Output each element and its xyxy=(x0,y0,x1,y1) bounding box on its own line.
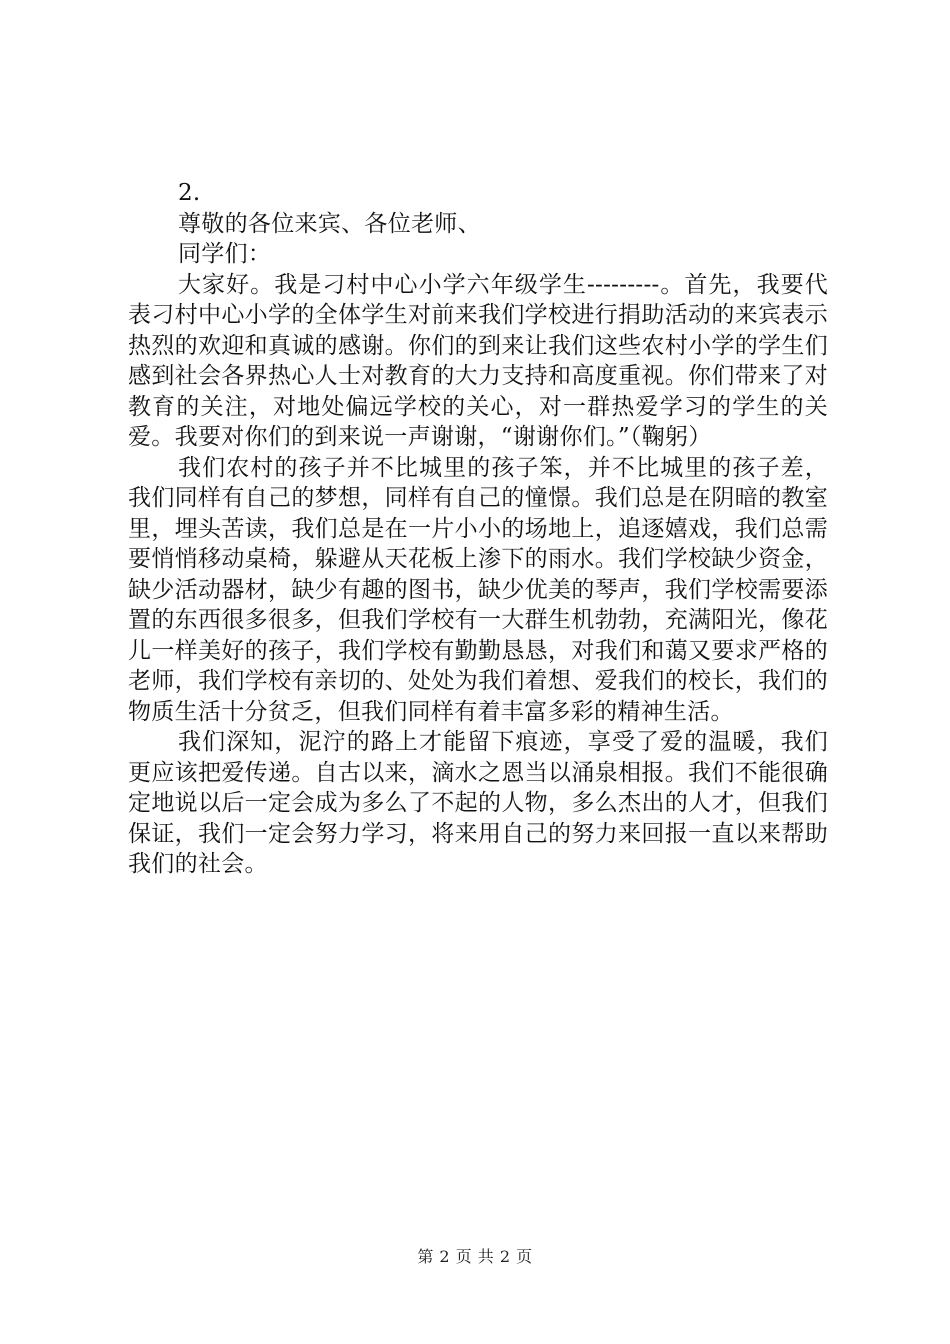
paragraph-3: 我们深知，泥泞的路上才能留下痕迹，享受了爱的温暖，我们更应该把爱传递。自古以来，滴水之恩当以涌泉相报。我们不能很确定地说以后一定会成为多么了不起的人物，多么杰出的人才，但我们保证，我们一定会努力学习，将来用自己的努力来回报一直以来帮助我们的社会。 xyxy=(128,729,828,877)
greeting-line-1: 尊敬的各位来宾、各位老师、 xyxy=(178,210,481,237)
greeting-line-2: 同学们： xyxy=(178,241,272,267)
paragraph-2: 我们农村的孩子并不比城里的孩子笨，并不比城里的孩子差，我们同样有自己的梦想，同样有自己的憧憬。我们总是在阴暗的教室里，埋头苦读，我们总是在一片小小的场地上，追逐嬉戏，我们总需要悄悄移动桌椅，躲避从天花板上渗下的雨水。我们学校缺少资金，缺少活动器材，缺少有趣的图书，缺少优美的琴声，我们学校需要添置的东西很多很多，但我们学校有一大群生机勃勃，充满阳光，像花儿一样美好的孩子，我们学校有勤勤恳恳，对我们和蔼又要求严格的老师，我们学校有亲切的、处处为我们着想、爱我们的校长，我们的物质生活十分贫乏，但我们同样有着丰富多彩的精神生活。 xyxy=(128,454,828,725)
paragraph-1: 大家好。我是刁村中心小学六年级学生---------。首先，我要代表刁村中心小学的全体学生对前来我们学校进行捐助活动的来宾表示热烈的欢迎和真诚的感谢。你们的到来让我们这些农村小学的学生们感到社会各界热心人士对教育的大力支持和高度重视。你们带来了对教育的关注，对地处偏远学校的关心，对一群热爱学习的学生的关爱。我要对你们的到来说一声谢谢，“谢谢你们。”（鞠躬） xyxy=(128,271,828,450)
page-footer: 第 2 页 共 2 页 xyxy=(417,1247,533,1266)
section-number: 2. xyxy=(178,180,201,206)
document-body xyxy=(128,178,828,880)
